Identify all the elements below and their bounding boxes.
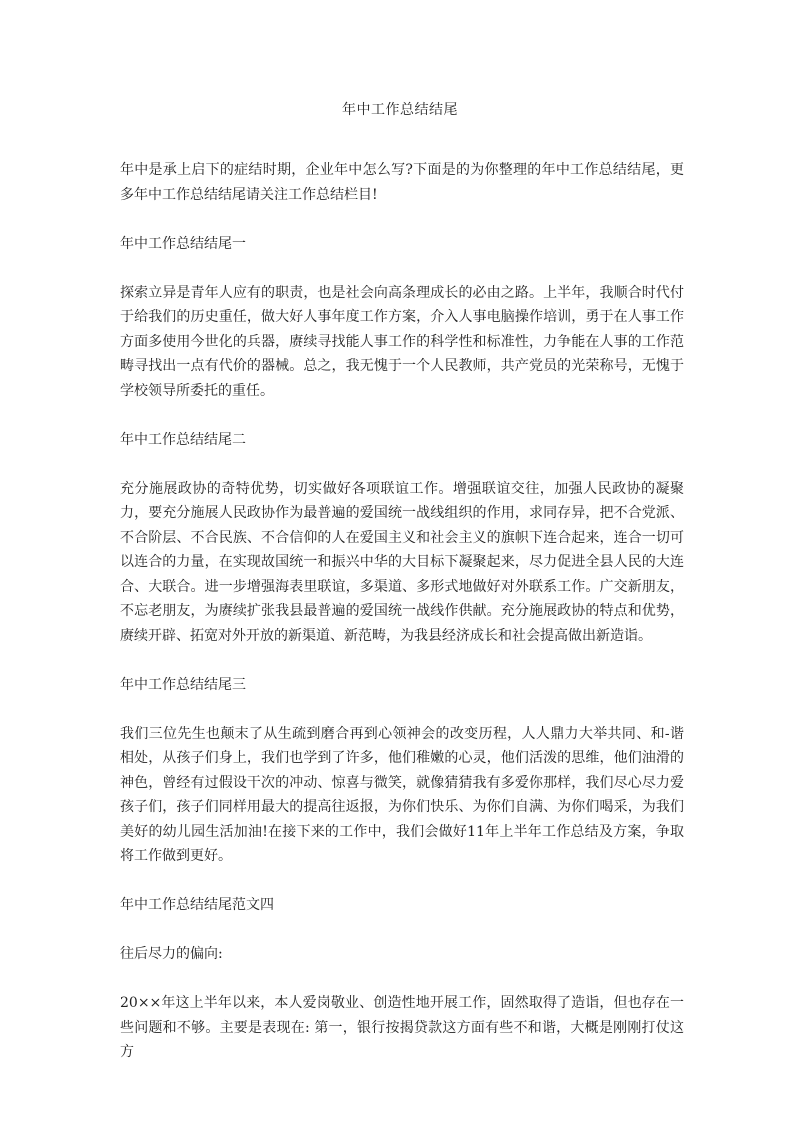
section-paragraph-2: 充分施展政协的奇特优势，切实做好各项联谊工作。增强联谊交往，加强人民政协的凝聚力，要充分施展人民政协作为最普遍的爱国统一战线组织的作用，求同存异，把不合党派、不合阶层、不合民族、不合信仰的人在爱国主义和社会主义的旗帜下连合起来，连合一切可以连合的力量，在实现故国统一和振兴中华的大目标下凝聚起来，尽力促进全县人民的大连合、大联合。进一步增强海表里联谊，多渠道、多形式地做好对外联系工作。广交新朋友，不忘老朋友，为赓续扩张我县最普遍的爱国统一战线作供献。充分施展政协的特点和优势，赓续开辟、拓宽对外开放的新渠道、新范畴，为我县经济成长和社会提高做出新造诣。 [120, 480, 684, 644]
section-paragraph-1: 探索立异是青年人应有的职责，也是社会向高条理成长的必由之路。上半年，我顺合时代付于给我们的历史重任，做大好人事年度工作方案，介入人事电脑操作培训，勇于在人事工作方面多使用今世化的兵器，赓续寻找能人事工作的科学性和标准性，力争能在人事的工作范畴寻找出一点有代价的器械。总之，我无愧于一个人民教师，共产党员的光荣称号，无愧于学校领导所委托的重任。 [120, 284, 684, 399]
section-paragraph-3: 我们三位先生也颠末了从生疏到磨合再到心领神会的改变历程，人人鼎力大举共同、和-谐相处，从孩子们身上，我们也学到了许多，他们稚嫩的心灵，他们活泼的思维，他们油滑的神色，曾经有过假设干次的冲动、惊喜与微笑，就像猜猜我有多爱你那样，我们尽心尽力爱孩子们，孩子们同样用最大的提高往返报，为你们快乐、为你们自满、为你们喝采，为我们美好的幼儿园生活加油!在接下来的工作中，我们会做好11年上半年工作总结及方案，争取将工作做到更好。 [120, 725, 684, 864]
document-title: 年中工作总结结尾 [342, 102, 458, 118]
final-paragraph: 20××年这上半年以来，本人爱岗敬业、创造性地开展工作，固然取得了造诣，但也存在一些问题和不够。主要是表现在: 第一，银行按揭贷款这方面有些不和谐，大概是刚刚打仗这方 [120, 995, 684, 1060]
section-heading-1: 年中工作总结结尾一 [120, 235, 246, 252]
subheading: 往后尽力的偏向: [120, 946, 223, 962]
intro-paragraph: 年中是承上启下的症结时期，企业年中怎么写?下面是的为你整理的年中工作总结结尾，更多年中工作总结结尾请关注工作总结栏目! [120, 162, 684, 203]
section-heading-2: 年中工作总结结尾二 [120, 431, 246, 448]
section-heading-3: 年中工作总结结尾三 [120, 676, 246, 693]
section-heading-4: 年中工作总结结尾范文四 [120, 897, 274, 913]
document-body [120, 158, 684, 1089]
